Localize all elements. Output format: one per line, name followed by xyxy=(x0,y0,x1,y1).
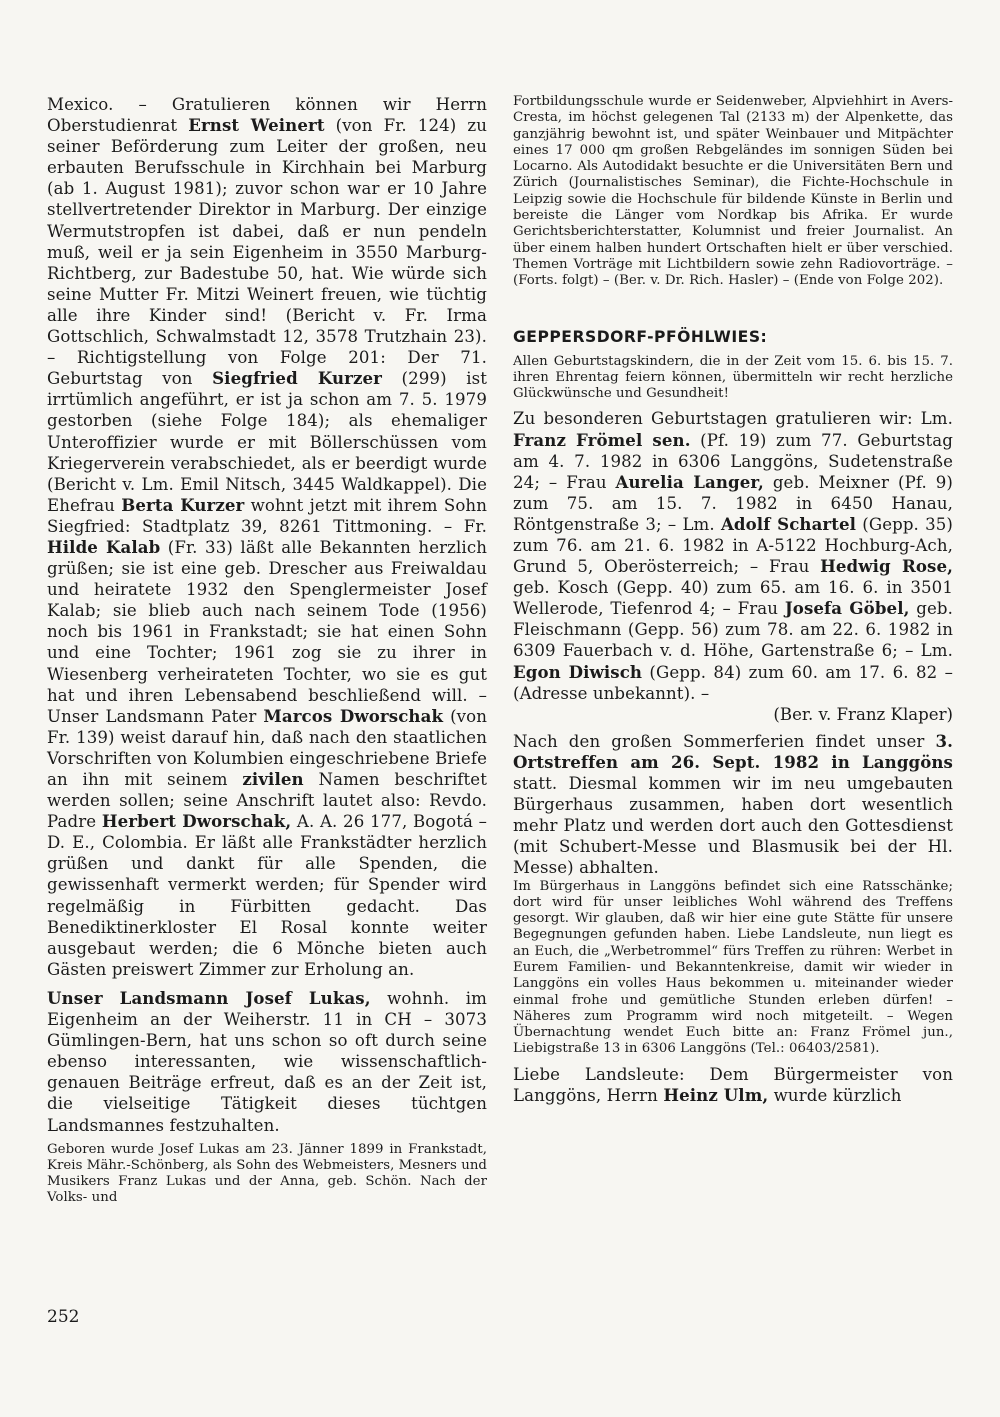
text-run: geb. Fleischmann (Gepp. 56) zum 78. am 22. 6. 1982 in 6309 Fauerbach v. d. Höhe, Gartenstraße 6; – Lm. xyxy=(513,599,953,661)
bold-name-run: Siegfried Kurzer xyxy=(212,368,383,389)
text-run: geb. Kosch (Gepp. 40) zum 65. am 16. 6. in 3501 Wellerode, Tiefenrod 4; – Frau xyxy=(513,578,953,619)
text-run: (Gepp. 84) zum 60. am 17. 6. 82 – (Adresse unbekannt). – xyxy=(513,662,953,703)
right-paragraph-1 xyxy=(513,94,953,290)
section-heading: GEPPERSDORF-PFÖHLWIES: xyxy=(513,327,768,346)
left-paragraph-2 xyxy=(47,988,487,1136)
right-paragraph-4 xyxy=(513,731,953,879)
text-run: (Fr. 33) läßt alle Bekannten herzlich grüßen; sie ist eine geb. Drescher aus Freiwaldau und heiratete 1932 den Spenglermeister Josef Kalab; sie blieb auch nach seinem Tode (1956) noch bis 1961 in Frankstadt; sie hat einen Sohn und eine Tochter; 1961 zog sie zu ihrer in Wiesenberg verheirateten Tochter, wo sie es gut hat und ihren Lebensabend beschließend will. – Unser Landsmann Pater xyxy=(47,537,487,726)
bold-name-run: Hilde Kalab xyxy=(47,536,161,557)
left-paragraph-3 xyxy=(47,1142,487,1207)
right-paragraph-3-credit: (Ber. v. Franz Klaper) xyxy=(773,704,953,724)
text-run: (Pf. 19) zum 77. Geburtstag am 4. 7. 1982 in 6306 Langgöns, Sudetenstraße 24; – Frau xyxy=(513,430,954,492)
text-run: statt. Diesmal kommen wir im neu umgebauten Bürgerhaus zusammen, haben dort wesentlich mehr Platz und werden dort auch den Gottesdienst (mit Schubert-Messe und Blasmusik bei der Hl. Messe) abhalten. xyxy=(513,774,953,878)
text-run: Zu besonderen Geburtstagen gratulieren wir: Lm. xyxy=(513,409,953,429)
text-run: (von Fr. 124) zu seiner Beförderung zum Leiter der großen, neu erbauten Berufsschule in Kirchhain bei Marburg (ab 1. August 1981); zuvor schon war er 10 Jahre stellvertretender Direktor in Marburg. Der einzige Wermutstropfen ist dabei, daß er nun pendeln muß, weil er ja sein Eigenheim in 3550 Marburg-Richtberg, zur Badestube 50, hat. Wie würde sich seine Mutter Fr. Mitzi Weinert freuen, wie tüchtig alle ihre Kinder sind! (Bericht v. Fr. Irma Gottschlich, Schwalmstadt 12, 3578 Trutzhain 23). – Richtigstellung von Folge 201: Der 71. Geburtstag von xyxy=(47,116,488,389)
bold-name-run: Berta Kurzer xyxy=(121,494,245,515)
bold-name-run: Ernst Weinert xyxy=(188,115,325,136)
text-run: Liebe Landsleute: Dem Bürgermeister von Langgöns, Herrn xyxy=(513,1064,953,1105)
bold-name-run: Egon Diwisch xyxy=(513,661,643,682)
text-run: (von Fr. 139) weist darauf hin, daß nach den staatlichen Vorschriften von Kolumbien eingeschriebene Briefe an ihn mit seinem xyxy=(47,706,487,789)
text-run: wohnt jetzt mit ihrem Sohn Siegfried: Stadtplatz 39, 8261 Tittmoning. – Fr. xyxy=(47,495,487,536)
text-run: (Gepp. 35) zum 76. am 21. 6. 1982 in A-5122 Hochburg-Ach, Grund 5, Oberösterreich; – Frau xyxy=(513,514,953,577)
bold-name-run: Adolf Schartel xyxy=(720,513,857,534)
text-run: Mexico. – Gratulieren können wir Herrn Oberstudienrat xyxy=(47,95,487,136)
left-paragraph-1 xyxy=(47,94,487,980)
text-run: Allen Geburtstagskindern, die in der Zeit vom 15. 6. bis 15. 7. ihren Ehrentag feiern können, übermitteln wir recht herzliche Glückwünsche und Gesundheit! xyxy=(513,353,953,402)
text-run: geb. Meixner (Pf. 9) zum 75. am 15. 7. 1982 in 6450 Hanau, Röntgenstraße 3; – Lm. xyxy=(513,472,953,534)
bold-name-run: Marcos Dworschak xyxy=(263,705,444,726)
right-paragraph-5 xyxy=(513,879,953,1058)
bold-name-run: Heinz Ulm, xyxy=(663,1084,769,1105)
text-run: A. A. 26 177, Bogotá – D. E., Colombia. Er läßt alle Frankstädter herzlich grüßen und dankt für alle Spenden, die gewissenhaft vermerkt werden; für Spender wird regelmäßig in Fürbitten gedacht. Das Benediktinerkloster El Rosal konnte weiter ausgebaut werden; die 6 Mönche bieten auch Gästen preiswert Zimmer zur Erholung an. xyxy=(47,812,487,979)
text-run: Geboren wurde Josef Lukas am 23. Jänner 1899 in Frankstadt, Kreis Mähr.-Schönberg, als Sohn des Webmeisters, Mesners und Musikers Franz Lukas und der Anna, geb. Schön. Nach der Volks- und xyxy=(47,1141,487,1206)
text-run: wohnh. im Eigenheim an der Weiherstr. 11 in CH – 3073 Gümlingen-Bern, hat uns schon so oft durch seine ebenso interessanten, wie wissenschaftlich-genauen Beiträge erfreut, daß es an der Zeit ist, die vielseitige Tätigkeit dieses tüchtgen Landsmannes festzuhalten. xyxy=(47,988,488,1135)
right-paragraph-2 xyxy=(513,354,953,403)
bold-name-run: Hedwig Rose, xyxy=(820,556,953,577)
text-run: Fortbildungsschule wurde er Seidenweber, Alpviehhirt in Avers-Cresta, im höchst gelegenen Tal (2133 m) der Alpenkette, das ganzjährig bewohnt ist, und später Weinbauer und Mitpächter eines 17 000 qm großen Rebgeländes im sonnigen Süden bei Locarno. Als Autodidakt besuchte er die Universitäten Bern und Zürich (Journalistisches Seminar), die Fichte-Hochschule in Leipzig sowie die Hochschule für bildende Künste in Berlin und bereiste die Länger vom Nordkap bis Afrika. Er wurde Gerichtsberichterstatter, Kolumnist und freier Journalist. An über einem halben hundert Ortschaften hielt er über verschied. Themen Vorträge mit Lichtbildern sowie zehn Radiovorträge. – (Forts. folgt) – (Ber. v. Dr. Rich. Hasler) – (Ende von Folge 202). xyxy=(513,94,953,289)
bold-name-run: zivilen xyxy=(242,769,304,789)
bold-name-run: Unser Landsmann Josef Lukas, xyxy=(47,987,371,1008)
text-run: Im Bürgerhaus in Langgöns befindet sich eine Ratsschänke; dort wird für unser leibliches Wohl während des Treffens gesorgt. Wir glauben, daß wir hier eine gute Stätte für unsere Begegnungen gefunden haben. Liebe Landsleute, nun liegt es an Euch, die „Werbetrommel“ fürs Treffen zu rühren: Werbet in Eurem Familien- und Bekanntenkreise, damit wir wieder in Langgöns ein volles Haus bekommen u. miteinander wieder einmal frohe und gemütliche Stunden erleben dürfen! – Näheres zum Programm wird noch mitgeteilt. – Wegen Übernachtung wendet Euch bitte an: Franz Frömel jun., Liebigstraße 13 in 6306 Langgöns (Tel.: 06403/2581). xyxy=(513,878,953,1057)
bold-name-run: 3. Ortstreffen am 26. Sept. 1982 in Langgöns xyxy=(513,730,953,772)
bold-name-run: Josefa Göbel, xyxy=(784,598,910,619)
text-run: Nach den großen Sommerferien findet unser xyxy=(513,731,936,751)
bold-name-run: Franz Frömel sen. xyxy=(513,429,691,450)
page-number: 252 xyxy=(47,1307,80,1327)
text-run: Namen beschriftet werden sollen; seine Anschrift lautet also: Revdo. Padre xyxy=(47,770,487,832)
right-paragraph-6 xyxy=(513,1064,953,1106)
right-column xyxy=(513,94,953,1106)
text-run: (299) ist irrtümlich angeführt, er ist ja schon am 7. 5. 1979 gestorben (siehe Folge 184); als ehemaliger Unteroffizier wurde er mit Böllerschüssen vom Kriegerverein verabschiedet, als er beerdigt wurde (Bericht v. Lm. Emil Nitsch, 3445 Waldkappel). Die Ehefrau xyxy=(47,369,487,515)
right-paragraph-3 xyxy=(513,408,953,703)
left-column xyxy=(47,94,487,1207)
bold-name-run: Aurelia Langer, xyxy=(615,471,764,492)
text-run: wurde kürzlich xyxy=(768,1085,902,1105)
bold-name-run: Herbert Dworschak, xyxy=(101,811,292,832)
